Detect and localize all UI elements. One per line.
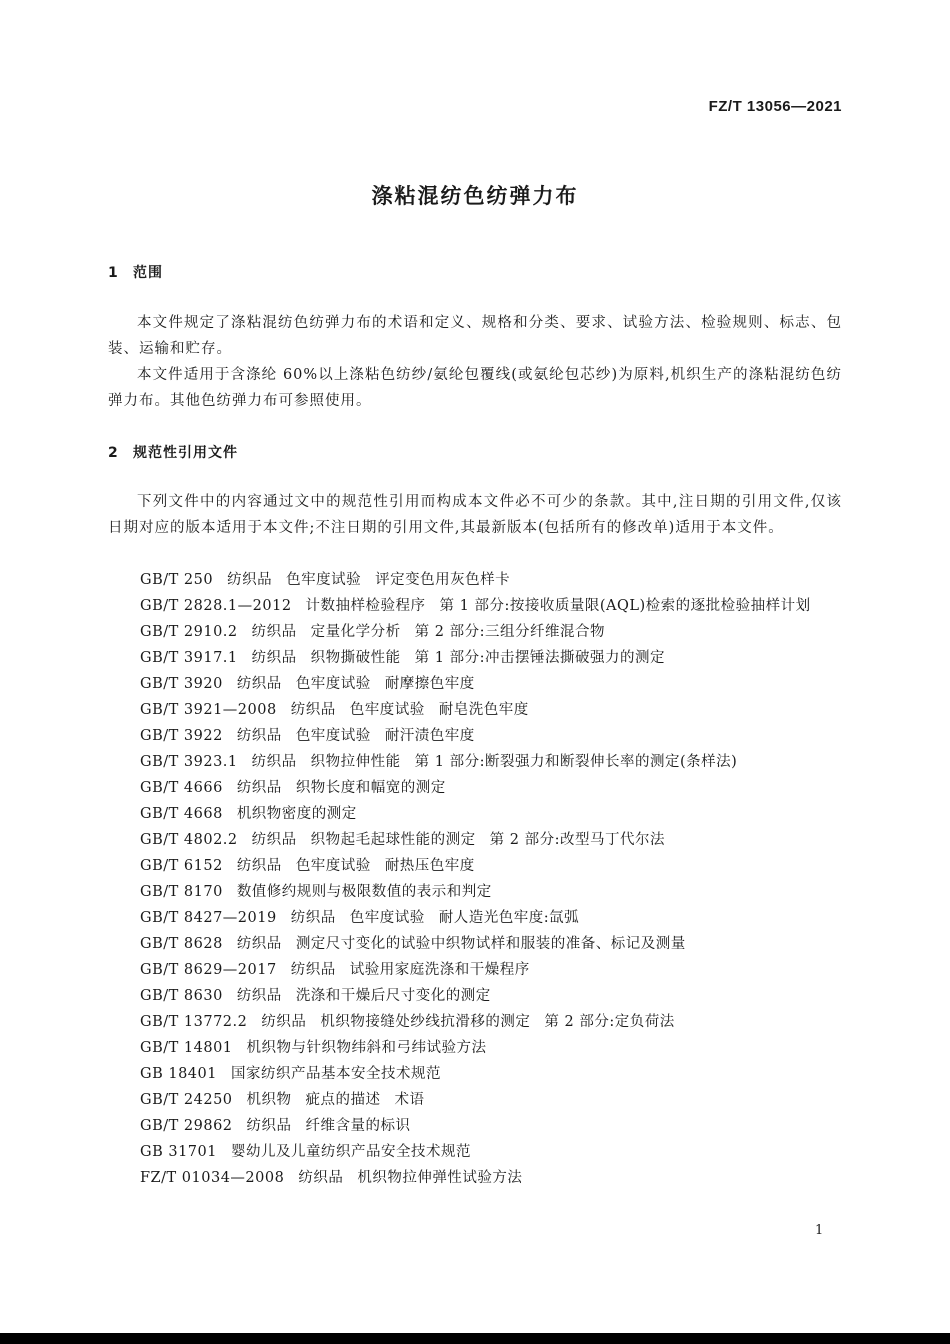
reference-item — [108, 1009, 842, 1035]
reference-title-part: 第 2 部分:改型马丁代尔法 — [489, 832, 665, 848]
reference-title-part: 耐人造光色牢度:氙弧 — [438, 910, 580, 926]
reference-title-part: 耐热压色牢度 — [384, 858, 475, 874]
reference-item — [108, 1113, 842, 1139]
reference-title-part: 洗涤和干燥后尺寸变化的测定 — [295, 988, 491, 1004]
reference-title-part: 第 2 部分:定负荷法 — [544, 1014, 675, 1030]
reference-code: GB/T 13772.2 — [140, 1014, 248, 1030]
reference-title-part: 纺织品 — [236, 988, 282, 1004]
reference-title-part: 色牢度试验 — [286, 572, 362, 588]
reference-code: GB/T 8170 — [140, 884, 223, 900]
reference-title-part: 第 1 部分:冲击摆锤法撕破强力的测定 — [414, 650, 665, 666]
section-title: 范围 — [133, 265, 163, 281]
reference-code: GB/T 6152 — [140, 858, 223, 874]
reference-code: GB 31701 — [140, 1144, 217, 1160]
document-title: 涤粘混纺色纺弹力布 — [371, 184, 579, 208]
reference-code: FZ/T 01034—2008 — [140, 1170, 285, 1186]
reference-title-part: 纺织品 — [236, 936, 282, 952]
reference-item — [108, 567, 842, 593]
reference-code: GB/T 24250 — [140, 1092, 233, 1108]
reference-code: GB/T 3917.1 — [140, 650, 238, 666]
section-1-heading — [108, 262, 163, 282]
reference-title-part: 机织物拉伸弹性试验方法 — [357, 1170, 523, 1186]
reference-title-part: 纺织品 — [298, 1170, 344, 1186]
reference-code: GB/T 8628 — [140, 936, 223, 952]
reference-code: GB/T 250 — [140, 572, 214, 588]
reference-title-part: 纺织品 — [236, 728, 282, 744]
reference-title-part: 机织物密度的测定 — [236, 806, 357, 822]
reference-code: GB/T 29862 — [140, 1118, 233, 1134]
reference-item — [108, 931, 842, 957]
reference-title-part: 纺织品 — [290, 910, 336, 926]
reference-title-part: 测定尺寸变化的试验中织物试样和服装的准备、标记及测量 — [295, 936, 686, 952]
reference-title-part: 纺织品 — [290, 962, 336, 978]
section-title: 规范性引用文件 — [133, 445, 238, 461]
reference-title-part: 纺织品 — [251, 624, 297, 640]
references-intro: 下列文件中的内容通过文中的规范性引用而构成本文件必不可少的条款。其中,注日期的引用文件,仅该日期对应的版本适用于本文件;不注日期的引用文件,其最新版本(包括所有的修改单)适用于本文件。 — [108, 494, 842, 536]
reference-title-part: 耐皂洗色牢度 — [438, 702, 529, 718]
reference-code: GB/T 2910.2 — [140, 624, 238, 640]
reference-title-part: 婴幼儿及儿童纺织产品安全技术规范 — [230, 1144, 471, 1160]
reference-code: GB/T 2828.1—2012 — [140, 598, 292, 614]
reference-title-part: 纤维含量的标识 — [305, 1118, 411, 1134]
reference-title-part: 计数抽样检验程序 — [305, 598, 426, 614]
reference-code: GB/T 3923.1 — [140, 754, 238, 770]
reference-item — [108, 1035, 842, 1061]
reference-item — [108, 645, 842, 671]
reference-title-part: 第 1 部分:断裂强力和断裂伸长率的测定(条样法) — [414, 754, 738, 770]
reference-title-part: 机织物与针织物纬斜和弓纬试验方法 — [246, 1040, 487, 1056]
reference-title-part: 纺织品 — [261, 1014, 307, 1030]
reference-title-part: 纺织品 — [251, 754, 297, 770]
scope-paragraph-2: 本文件适用于含涤纶 60%以上涤粘色纺纱/氨纶包覆线(或氨纶包芯纱)为原料,机织生产的涤粘混纺色纺弹力布。其他色纺弹力布可参照使用。 — [108, 367, 842, 409]
reference-code: GB/T 4668 — [140, 806, 223, 822]
reference-code: GB/T 3920 — [140, 676, 223, 692]
reference-list — [108, 567, 842, 1191]
reference-item — [108, 749, 842, 775]
reference-title-part: 纺织品 — [236, 780, 282, 796]
reference-code: GB/T 4802.2 — [140, 832, 238, 848]
reference-title-part: 试验用家庭洗涤和干燥程序 — [349, 962, 530, 978]
reference-item — [108, 1087, 842, 1113]
reference-item — [108, 983, 842, 1009]
reference-item — [108, 723, 842, 749]
reference-title-part: 织物撕破性能 — [310, 650, 401, 666]
reference-item — [108, 619, 842, 645]
reference-title-part: 疵点的描述 — [305, 1092, 381, 1108]
standard-code: FZ/T 13056—2021 — [708, 98, 842, 115]
reference-item — [108, 853, 842, 879]
reference-item — [108, 827, 842, 853]
reference-title-part: 色牢度试验 — [295, 728, 371, 744]
bottom-border — [0, 1333, 950, 1344]
reference-title-part: 织物长度和幅宽的测定 — [295, 780, 446, 796]
reference-item — [108, 957, 842, 983]
reference-title-part: 纺织品 — [236, 858, 282, 874]
reference-title-part: 机织物接缝处纱线抗滑移的测定 — [320, 1014, 531, 1030]
reference-code: GB/T 3922 — [140, 728, 223, 744]
reference-title-part: 纺织品 — [290, 702, 336, 718]
reference-title-part: 纺织品 — [227, 572, 273, 588]
reference-item — [108, 801, 842, 827]
reference-title-part: 纺织品 — [236, 676, 282, 692]
reference-title-part: 定量化学分析 — [310, 624, 401, 640]
reference-item — [108, 1165, 842, 1191]
reference-code: GB/T 14801 — [140, 1040, 233, 1056]
reference-code: GB/T 8427—2019 — [140, 910, 277, 926]
reference-title-part: 纺织品 — [246, 1118, 292, 1134]
reference-item — [108, 775, 842, 801]
page-number: 1 — [815, 1223, 824, 1238]
scope-paragraph-1: 本文件规定了涤粘混纺色纺弹力布的术语和定义、规格和分类、要求、试验方法、检验规则、标志、包装、运输和贮存。 — [108, 315, 842, 357]
reference-code: GB/T 3921—2008 — [140, 702, 277, 718]
reference-item — [108, 879, 842, 905]
reference-title-part: 国家纺织产品基本安全技术规范 — [230, 1066, 441, 1082]
reference-code: GB 18401 — [140, 1066, 217, 1082]
section-2-heading — [108, 442, 238, 462]
reference-item — [108, 697, 842, 723]
reference-title-part: 评定变色用灰色样卡 — [375, 572, 511, 588]
reference-title-part: 机织物 — [246, 1092, 292, 1108]
reference-title-part: 色牢度试验 — [349, 702, 425, 718]
reference-title-part: 色牢度试验 — [349, 910, 425, 926]
reference-title-part: 色牢度试验 — [295, 676, 371, 692]
reference-item — [108, 905, 842, 931]
reference-code: GB/T 8629—2017 — [140, 962, 277, 978]
reference-title-part: 耐汗渍色牢度 — [384, 728, 475, 744]
reference-item — [108, 671, 842, 697]
reference-code: GB/T 4666 — [140, 780, 223, 796]
section-number: 2 — [108, 445, 119, 461]
reference-item — [108, 1061, 842, 1087]
reference-code: GB/T 8630 — [140, 988, 223, 1004]
reference-title-part: 第 2 部分:三组分纤维混合物 — [414, 624, 605, 640]
section-number: 1 — [108, 265, 119, 281]
reference-title-part: 织物拉伸性能 — [310, 754, 401, 770]
reference-title-part: 纺织品 — [251, 650, 297, 666]
reference-item — [108, 1139, 842, 1165]
reference-title-part: 数值修约规则与极限数值的表示和判定 — [236, 884, 492, 900]
reference-title-part: 色牢度试验 — [295, 858, 371, 874]
reference-title-part: 织物起毛起球性能的测定 — [310, 832, 476, 848]
reference-title-part: 术语 — [394, 1092, 425, 1108]
reference-title-part: 纺织品 — [251, 832, 297, 848]
reference-item — [108, 593, 842, 619]
reference-title-part: 耐摩擦色牢度 — [384, 676, 475, 692]
reference-title-part: 第 1 部分:按接收质量限(AQL)检索的逐批检验抽样计划 — [439, 598, 811, 614]
